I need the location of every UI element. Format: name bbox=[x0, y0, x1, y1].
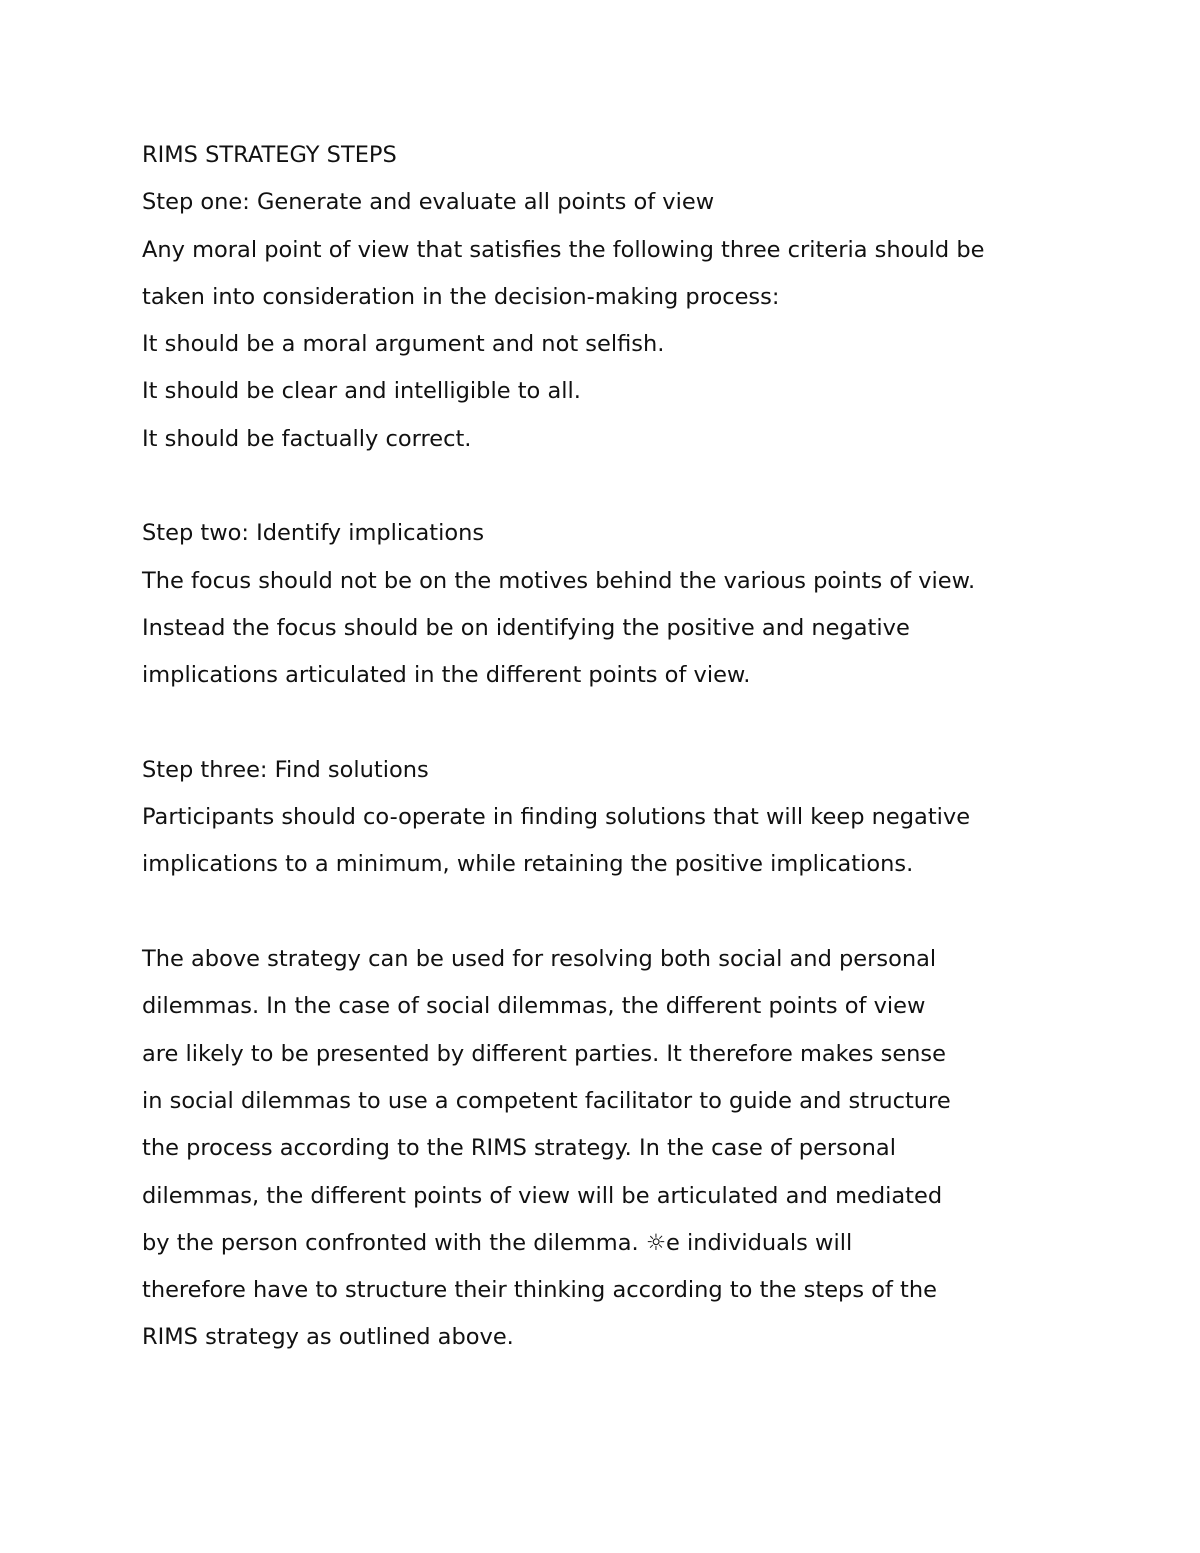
step-three-line: implications to a minimum, while retaining the positive implications. bbox=[142, 851, 914, 878]
closing-line: The above strategy can be used for resolving both social and personal bbox=[142, 946, 937, 973]
document-title: RIMS STRATEGY STEPS bbox=[142, 142, 397, 168]
step-one-heading: Step one: Generate and evaluate all points of view bbox=[142, 189, 715, 216]
step-two-line: The focus should not be on the motives behind the various points of view. bbox=[142, 567, 976, 594]
criterion-item: It should be clear and intelligible to all. bbox=[142, 378, 581, 405]
step-one-line: Any moral point of view that satisfies the following three criteria should be bbox=[142, 236, 985, 263]
paragraph-spacer bbox=[142, 463, 1062, 510]
criterion-item: It should be factually correct. bbox=[142, 425, 472, 452]
closing-line: RIMS strategy as outlined above. bbox=[142, 1324, 514, 1351]
step-two-line: implications articulated in the different points of view. bbox=[142, 662, 751, 689]
document-body bbox=[142, 132, 1062, 1362]
closing-line: are likely to be presented by different parties. It therefore makes sense bbox=[142, 1040, 946, 1067]
step-one-line: taken into consideration in the decision-making process: bbox=[142, 283, 780, 310]
step-two-line: Instead the focus should be on identifying the positive and negative bbox=[142, 614, 910, 641]
step-two-heading: Step two: Identify implications bbox=[142, 520, 485, 547]
step-three-line: Participants should co-operate in finding solutions that will keep negative bbox=[142, 804, 971, 831]
closing-line: dilemmas, the different points of view will be articulated and mediated bbox=[142, 1182, 943, 1209]
closing-line: dilemmas. In the case of social dilemmas, the different points of view bbox=[142, 993, 926, 1020]
closing-line: in social dilemmas to use a competent facilitator to guide and structure bbox=[142, 1087, 951, 1114]
step-three-heading: Step three: Find solutions bbox=[142, 756, 429, 783]
closing-line: the process according to the RIMS strategy. In the case of personal bbox=[142, 1135, 896, 1162]
criterion-item: It should be a moral argument and not selfish. bbox=[142, 331, 665, 358]
closing-line: therefore have to structure their thinking according to the steps of the bbox=[142, 1277, 937, 1304]
paragraph-spacer bbox=[142, 889, 1062, 936]
closing-line: by the person confronted with the dilemma. ☼e individuals will bbox=[142, 1229, 853, 1256]
paragraph-spacer bbox=[142, 700, 1062, 747]
